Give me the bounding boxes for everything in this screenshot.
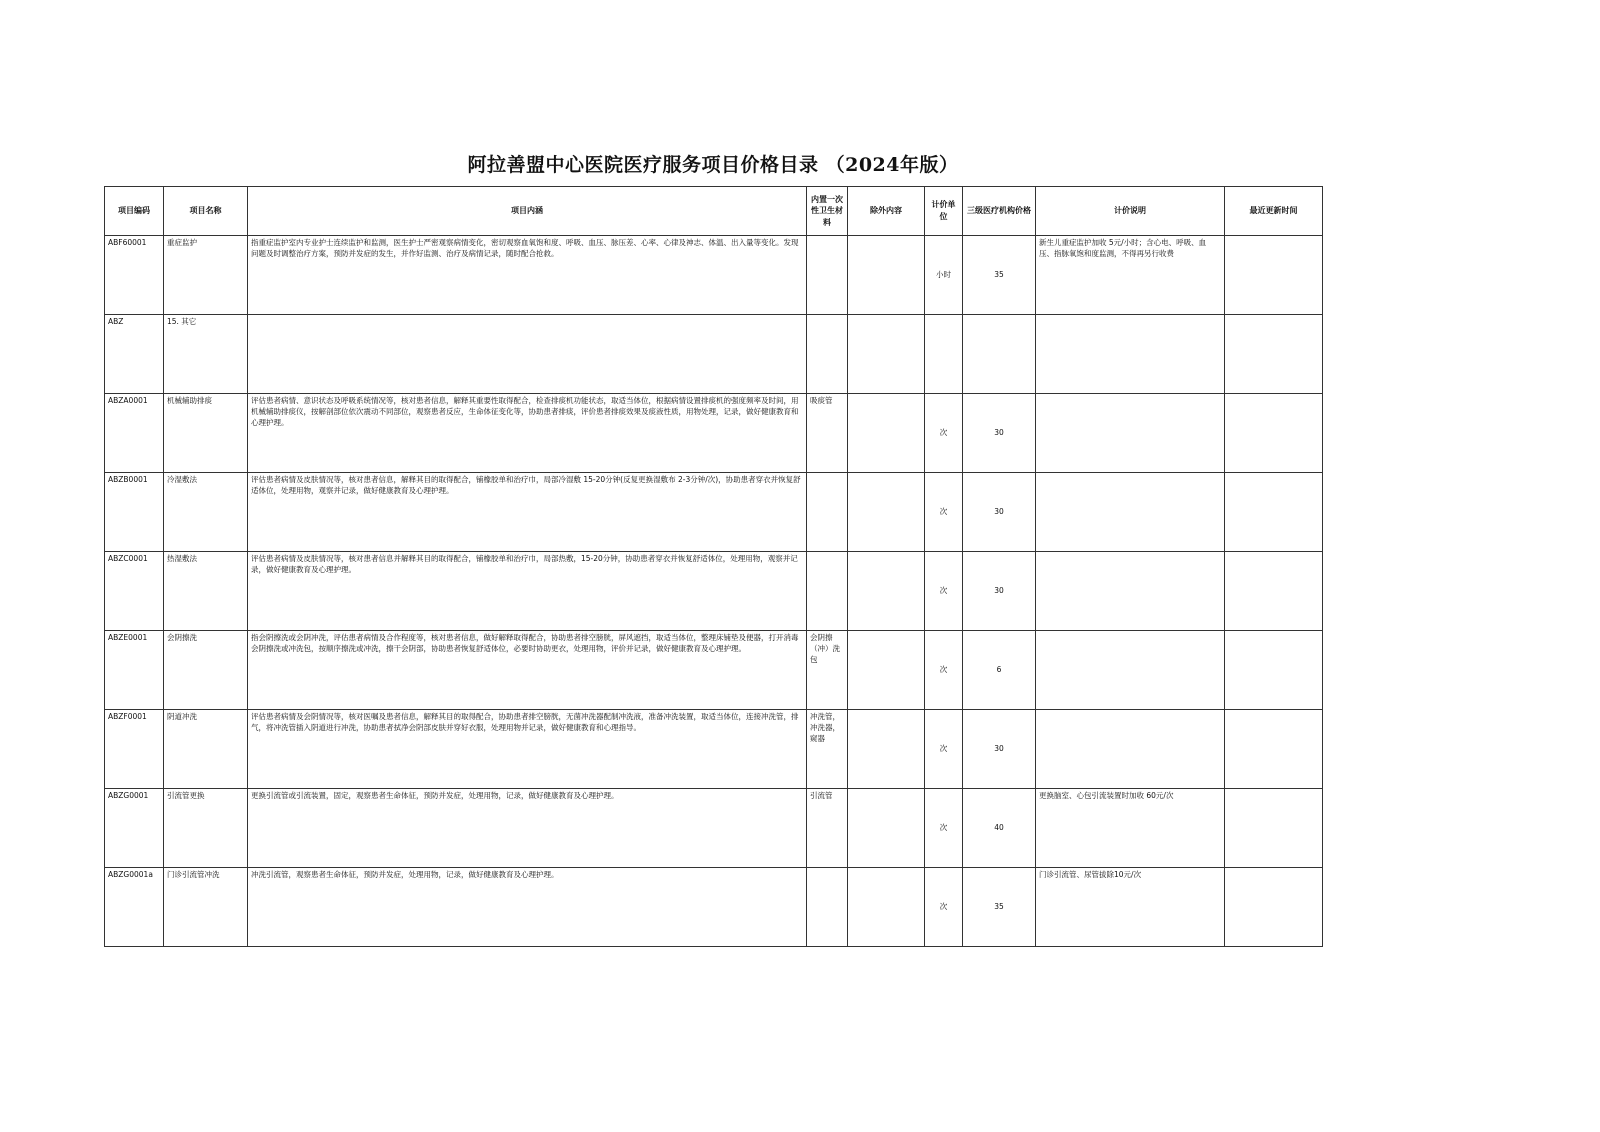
cell-note (1036, 473, 1225, 552)
cell-price: 35 (963, 236, 1036, 315)
cell-excluded (848, 552, 925, 631)
cell-note: 门诊引流管、尿管拔除10元/次 (1036, 868, 1225, 947)
cell-excluded (848, 710, 925, 789)
cell-code: ABZG0001a (105, 868, 164, 947)
cell-content: 冲洗引流管，观察患者生命体征，预防并发症，处理用物，记录，做好健康教育及心理护理。 (248, 868, 807, 947)
page-title: 阿拉善盟中心医院医疗服务项目价格目录 （2024年版） (467, 154, 959, 176)
cell-name: 门诊引流管冲洗 (164, 868, 248, 947)
cell-name: 引流管更换 (164, 789, 248, 868)
cell-updated (1225, 789, 1323, 868)
cell-note (1036, 394, 1225, 473)
table-header-row (105, 187, 1323, 236)
cell-updated (1225, 868, 1323, 947)
cell-unit: 次 (925, 789, 963, 868)
cell-unit: 次 (925, 631, 963, 710)
cell-price: 30 (963, 552, 1036, 631)
cell-content: 更换引流管或引流装置，固定，观察患者生命体征，预防并发症，处理用物，记录，做好健康教育及心理护理。 (248, 789, 807, 868)
cell-name: 重症监护 (164, 236, 248, 315)
header-note: 计价说明 (1036, 187, 1225, 236)
cell-price: 40 (963, 789, 1036, 868)
cell-note (1036, 552, 1225, 631)
cell-unit: 小时 (925, 236, 963, 315)
cell-price (963, 315, 1036, 394)
cell-material (807, 473, 848, 552)
cell-name: 热湿敷法 (164, 552, 248, 631)
header-code: 项目编码 (105, 187, 164, 236)
cell-updated (1225, 236, 1323, 315)
table-row (105, 710, 1323, 789)
cell-code: ABZG0001 (105, 789, 164, 868)
table-row (105, 789, 1323, 868)
header-excluded: 除外内容 (848, 187, 925, 236)
cell-unit: 次 (925, 868, 963, 947)
cell-material (807, 236, 848, 315)
cell-note: 更换脑室、心包引流装置时加收 60元/次 (1036, 789, 1225, 868)
cell-excluded (848, 631, 925, 710)
cell-unit: 次 (925, 394, 963, 473)
cell-excluded (848, 315, 925, 394)
cell-name: 会阴擦洗 (164, 631, 248, 710)
cell-note (1036, 315, 1225, 394)
cell-material: 冲洗管，冲洗器，窥器 (807, 710, 848, 789)
header-name: 项目名称 (164, 187, 248, 236)
cell-code: ABZ (105, 315, 164, 394)
cell-content: 评估患者病情、意识状态及呼吸系统情况等，核对患者信息，解释其重要性取得配合，检查排痰机功能状态，取适当体位，根据病情设置排痰机的强度频率及时间，用机械辅助排痰仪，按解剖部位依次震动不同部位，观察患者反应，生命体征变化等，协助患者排痰，评价患者排痰效果及痰液性质，用物处理，记录，做好健康教育和心理护理。 (248, 394, 807, 473)
cell-unit: 次 (925, 710, 963, 789)
header-updated: 最近更新时间 (1225, 187, 1323, 236)
cell-price: 30 (963, 710, 1036, 789)
cell-content: 指会阴擦洗或会阴冲洗，评估患者病情及合作程度等，核对患者信息，做好解释取得配合，协助患者排空膀胱，屏风遮挡，取适当体位，整理床铺垫及便器，打开消毒会阴擦洗或冲洗包，按顺序擦洗或冲洗，擦干会阴部，协助患者恢复舒适体位，必要时协助更衣，处理用物，评价并记录，做好健康教育及心理护理。 (248, 631, 807, 710)
price-table (104, 186, 1323, 947)
cell-code: ABZA0001 (105, 394, 164, 473)
cell-updated (1225, 710, 1323, 789)
table-row (105, 868, 1323, 947)
cell-code: ABZB0001 (105, 473, 164, 552)
header-material: 内置一次性卫生材料 (807, 187, 848, 236)
cell-note: 新生儿重症监护加收 5元/小时；含心电、呼吸、血压、指脉氧饱和度监测，不得再另行收费 (1036, 236, 1225, 315)
cell-content: 评估患者病情及会阴情况等，核对医嘱及患者信息，解释其目的取得配合，协助患者排空膀胱，无菌冲洗器配制冲洗液，准备冲洗装置，取适当体位，连接冲洗管，排气，将冲洗管插入阴道进行冲洗，协助患者拭净会阴部皮肤并穿好衣服，处理用物并记录，做好健康教育和心理指导。 (248, 710, 807, 789)
cell-content: 指重症监护室内专业护士连续监护和监测，医生护士严密观察病情变化，密切观察血氧饱和度、呼吸、血压、脉压差、心率、心律及神志、体温、出入量等变化。发现问题及时调整治疗方案，预防并发症的发生，并作好监测、治疗及病情记录，随时配合抢救。 (248, 236, 807, 315)
cell-content: 评估患者病情及皮肤情况等，核对患者信息，解释其目的取得配合，铺橡胶单和治疗巾，局部冷湿敷 15-20分钟(反复更换湿敷布 2-3分钟/次)，协助患者穿衣并恢复舒适体位，处理用物，观察并记录，做好健康教育及心理护理。 (248, 473, 807, 552)
cell-unit (925, 315, 963, 394)
cell-updated (1225, 631, 1323, 710)
cell-price: 30 (963, 473, 1036, 552)
cell-excluded (848, 789, 925, 868)
table-row (105, 394, 1323, 473)
table-row (105, 473, 1323, 552)
header-price: 三级医疗机构价格 (963, 187, 1036, 236)
cell-note (1036, 631, 1225, 710)
cell-content: 评估患者病情及皮肤情况等，核对患者信息并解释其目的取得配合，铺橡胶单和治疗巾，局部热敷，15-20分钟，协助患者穿衣并恢复舒适体位，处理用物，观察并记录，做好健康教育及心理护理。 (248, 552, 807, 631)
cell-material (807, 315, 848, 394)
cell-name: 15. 其它 (164, 315, 248, 394)
cell-excluded (848, 236, 925, 315)
header-content: 项目内涵 (248, 187, 807, 236)
cell-note (1036, 710, 1225, 789)
cell-updated (1225, 315, 1323, 394)
cell-material: 引流管 (807, 789, 848, 868)
table-row (105, 552, 1323, 631)
table-row (105, 315, 1323, 394)
cell-code: ABF60001 (105, 236, 164, 315)
header-unit: 计价单位 (925, 187, 963, 236)
table-row (105, 236, 1323, 315)
cell-name: 冷湿敷法 (164, 473, 248, 552)
cell-excluded (848, 394, 925, 473)
cell-price: 35 (963, 868, 1036, 947)
cell-price: 30 (963, 394, 1036, 473)
cell-material: 会阴擦（冲）洗包 (807, 631, 848, 710)
cell-updated (1225, 473, 1323, 552)
cell-material (807, 868, 848, 947)
cell-name: 机械辅助排痰 (164, 394, 248, 473)
cell-price: 6 (963, 631, 1036, 710)
cell-content (248, 315, 807, 394)
cell-code: ABZE0001 (105, 631, 164, 710)
cell-excluded (848, 868, 925, 947)
cell-excluded (848, 473, 925, 552)
cell-code: ABZF0001 (105, 710, 164, 789)
cell-updated (1225, 552, 1323, 631)
cell-name: 阴道冲洗 (164, 710, 248, 789)
cell-code: ABZC0001 (105, 552, 164, 631)
cell-unit: 次 (925, 473, 963, 552)
cell-unit: 次 (925, 552, 963, 631)
cell-material (807, 552, 848, 631)
cell-updated (1225, 394, 1323, 473)
table-row (105, 631, 1323, 710)
cell-material: 吸痰管 (807, 394, 848, 473)
